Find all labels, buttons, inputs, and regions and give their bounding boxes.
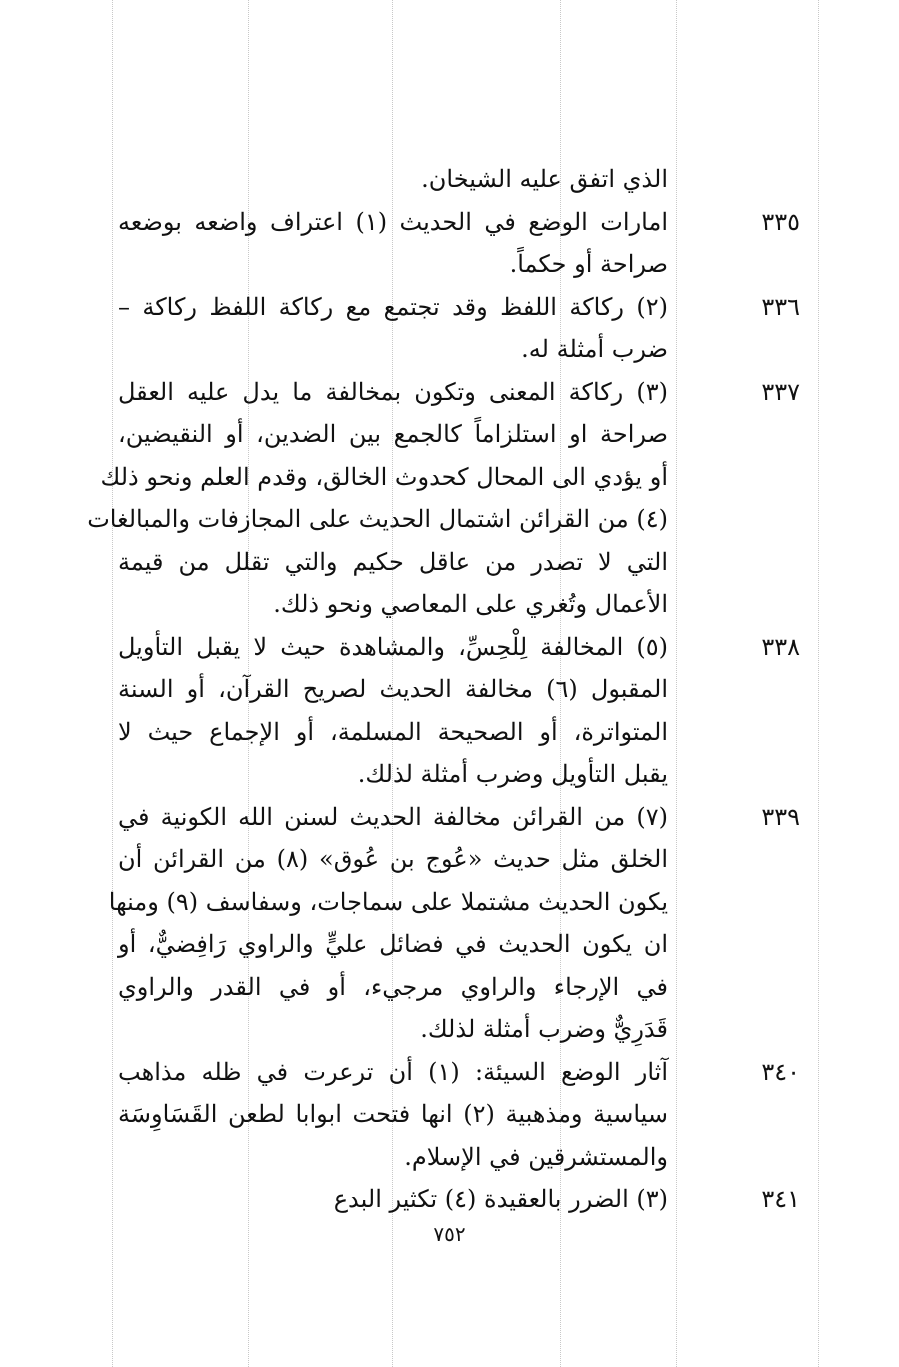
entry-text-line: صراحة أو حكماً. [509, 250, 668, 278]
entry-text-line: أو يؤدي الى المحال كحدوث الخالق، وقدم العلم ونحو ذلك [100, 462, 668, 491]
entry-text-line: المتواترة، أو الصحيحة المسلمة، أو الإجماع حيث لا [118, 717, 668, 746]
entry-text-line: (٧) من القرائن مخالفة الحديث لسنن الله الكونية في [118, 802, 668, 831]
entry-text-line: يكون الحديث مشتملا على سماجات، وسفاسف (٩) ومنها [108, 887, 668, 916]
entry-text-line: آثار الوضع السيئة: (١) أن ترعرت في ظله مذاهب [118, 1057, 668, 1086]
entry-text-line: (٣) ركاكة المعنى وتكون بمخالفة ما يدل عليه العقل [118, 377, 668, 406]
entry-text-line: صراحة او استلزاماً كالجمع بين الضدين، أو النقيضين، [118, 420, 668, 448]
entry-text-line: (٢) ركاكة اللفظ وقد تجتمع مع ركاكة اللفظ ركاكة – [118, 292, 668, 321]
entry-text-line: التي لا تصدر من عاقل حكيم والتي تقلل من قيمة [118, 547, 668, 576]
entry-text-line: ضرب أمثلة له. [521, 335, 668, 363]
page-number: ٧٥٢ [433, 1222, 466, 1246]
entry-text-line: والمستشرقين في الإسلام. [404, 1142, 668, 1171]
entry-text-line: في الإرجاء والراوي مرجيء، أو في القدر والراوي [118, 972, 668, 1001]
entry-number: ٣٣٨ [761, 632, 800, 661]
entry-number: ٣٣٧ [761, 377, 800, 406]
entry-text-line: سياسية ومذهبية (٢) انها فتحت ابوابا لطعن القَسَاوِسَة [118, 1100, 669, 1128]
entry-text-line: (٣) الضرر بالعقيدة (٤) تكثير البدع [333, 1185, 668, 1213]
entry-text-line: ان يكون الحديث في فضائل عليٍّ والراوي رَافِضيٌّ، أو [118, 930, 668, 958]
scan-guide-line [676, 0, 677, 1367]
entry-number: ٣٤١ [761, 1185, 800, 1213]
entry-number: ٣٤٠ [761, 1057, 800, 1086]
scan-guide-line [112, 0, 113, 1367]
entry-text-line: يقبل التأويل وضرب أمثلة لذلك. [357, 760, 668, 788]
entry-text-line: (٤) من القرائن اشتمال الحديث على المجازفات والمبالغات [87, 505, 668, 533]
entry-text-line: الذي اتفق عليه الشيخان. [421, 165, 668, 193]
entry-text-line: الخلق مثل حديث «عُوج بن عُوق» (٨) من القرائن أن [118, 845, 669, 873]
entry-text-line: (٥) المخالفة لِلْحِسِّ، والمشاهدة حيث لا يقبل التأويل [118, 632, 668, 661]
entry-text-line: الأعمال وتُغري على المعاصي ونحو ذلك. [273, 590, 668, 618]
scan-guide-line [818, 0, 819, 1367]
entry-text-line: قَدَرِيٌّ وضرب أمثلة لذلك. [420, 1015, 668, 1043]
entry-number: ٣٣٥ [761, 207, 800, 236]
entry-text-line: المقبول (٦) مخالفة الحديث لصريح القرآن، أو السنة [118, 675, 668, 703]
entry-number: ٣٣٩ [761, 802, 800, 831]
entry-text-line: امارات الوضع في الحديث (١) اعتراف واضعه بوضعه [118, 207, 668, 236]
entry-number: ٣٣٦ [761, 292, 800, 321]
